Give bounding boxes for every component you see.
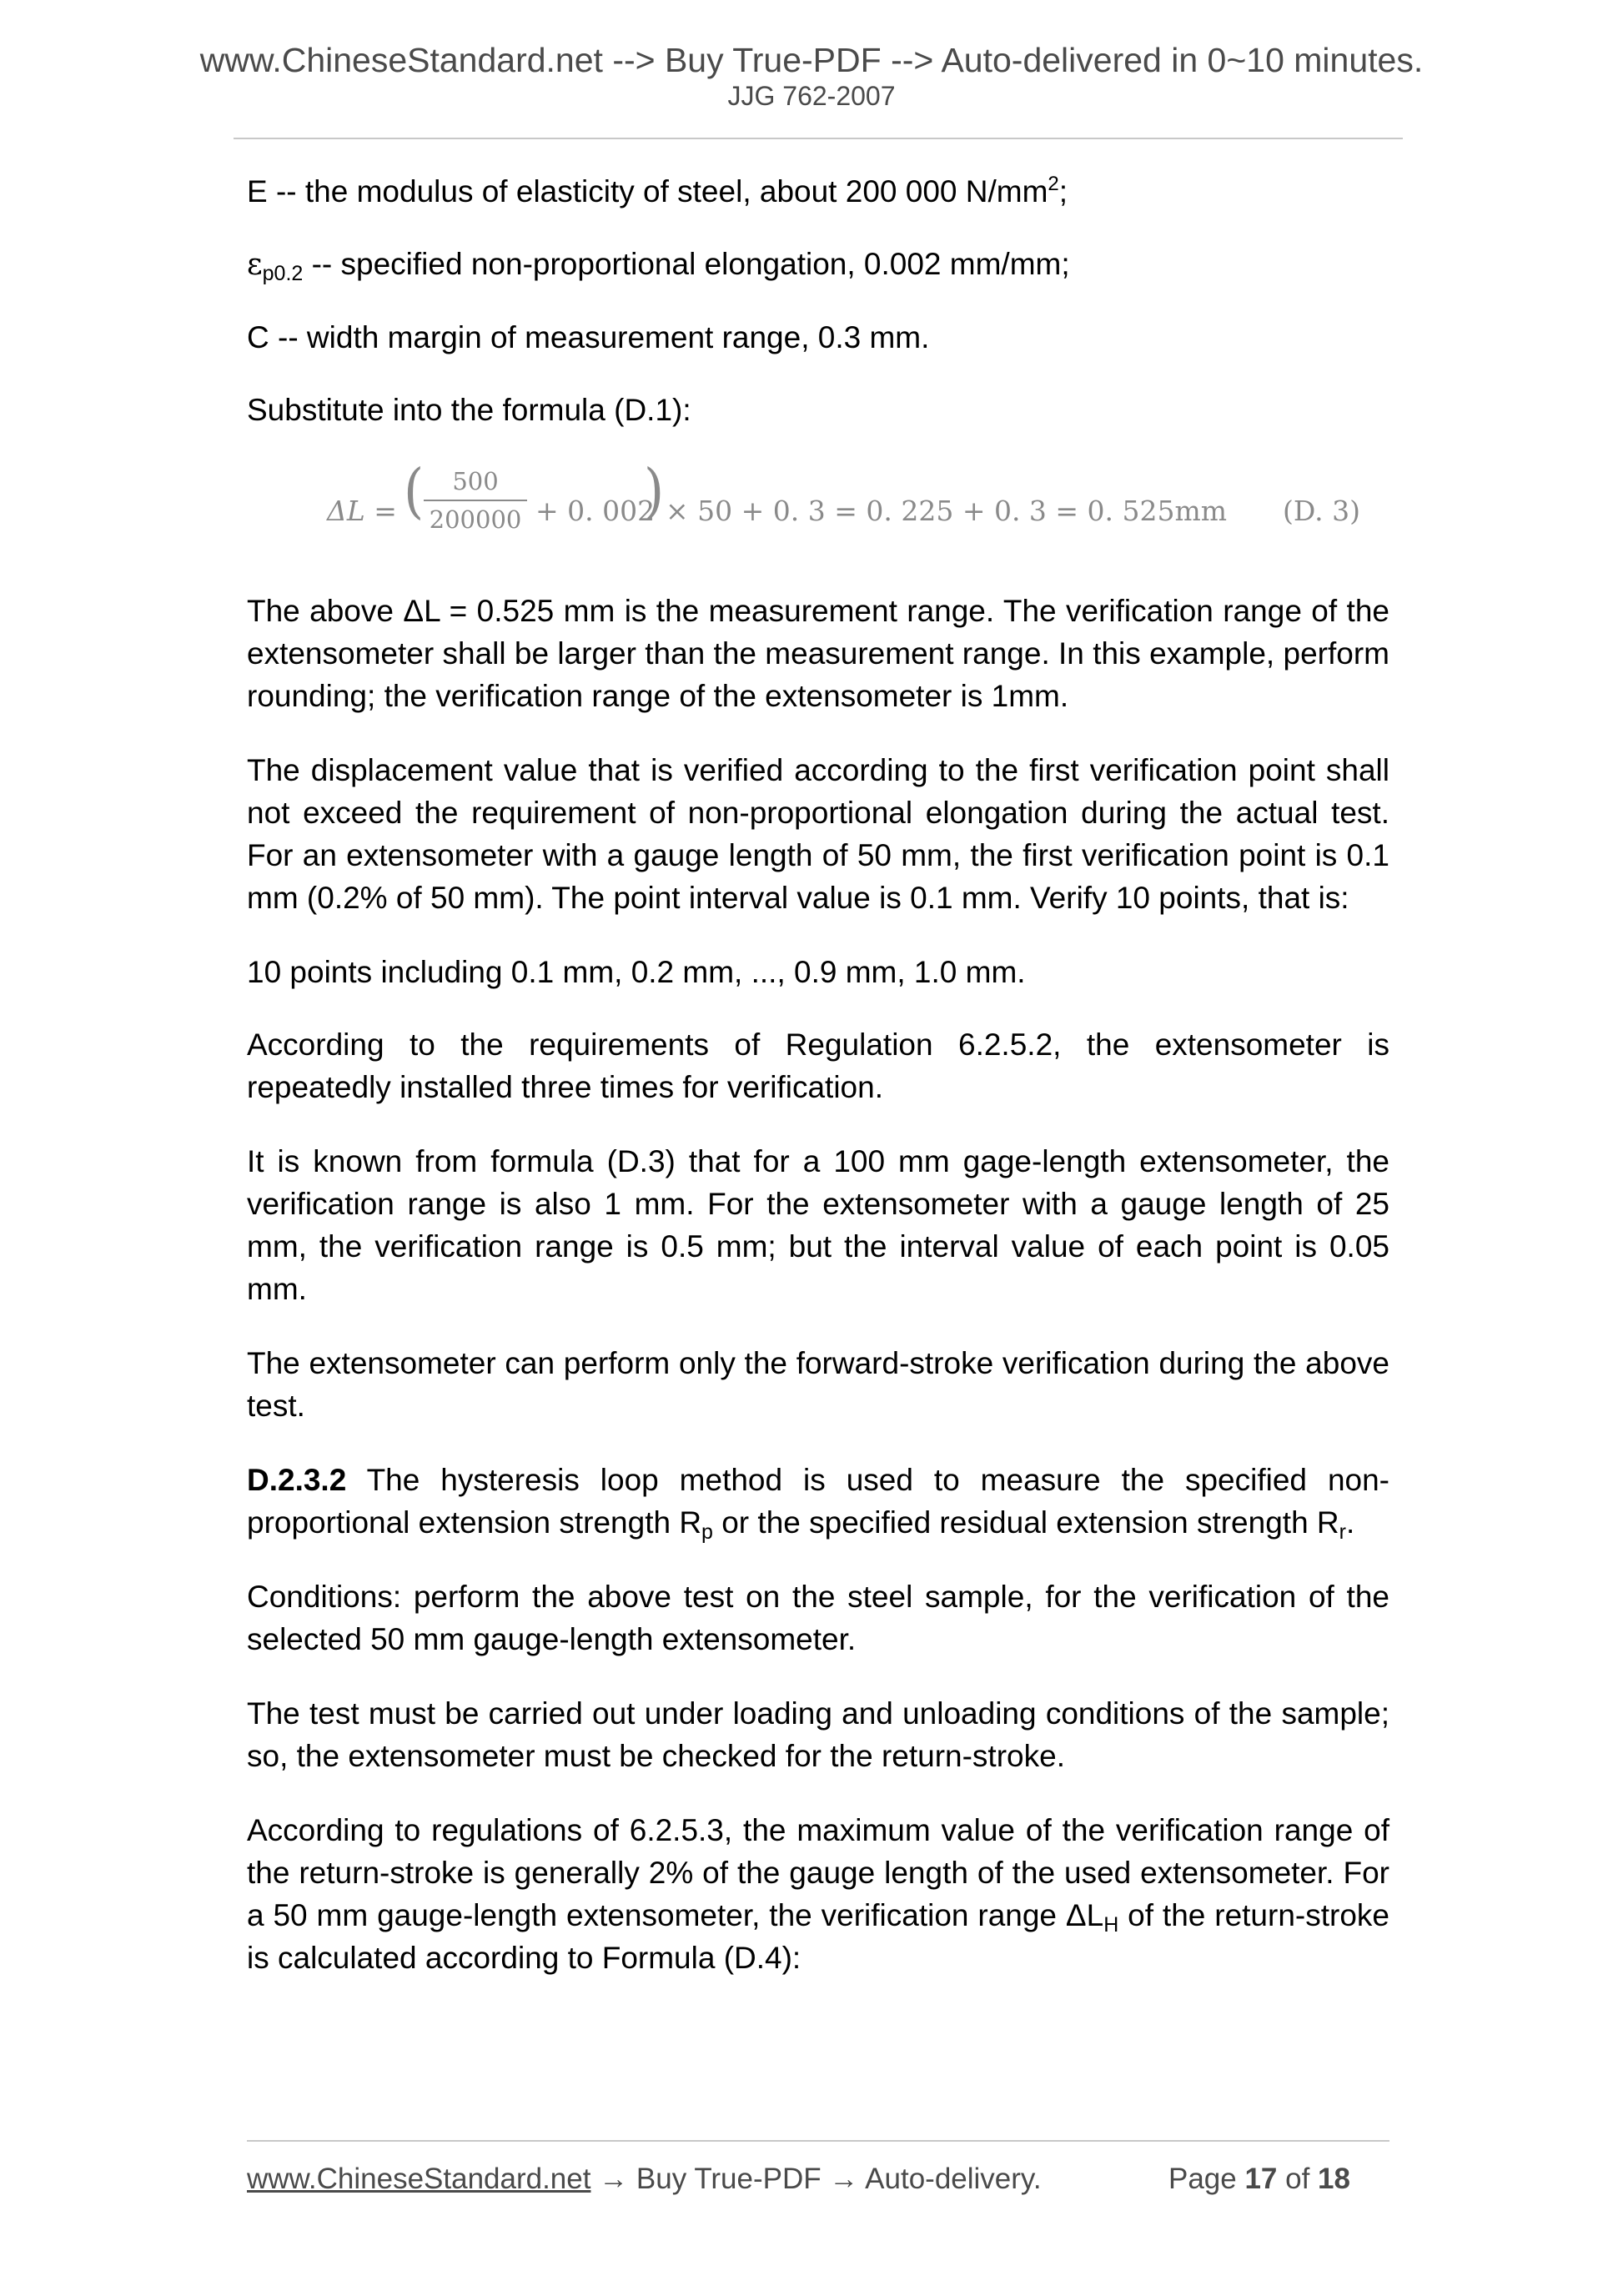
- page-current: 17: [1244, 2163, 1278, 2195]
- paragraph-first-point: The displacement value that is verified according to the first verification point shall not exceed the requirement of non-proportional elongation during the actual test. For an extensometer with a gauge length of 50 mm, the first verification point is 0.1 mm (0.2% of 50 mm). The point interval value is 0.1 mm. Verify 10 points, that is:: [247, 753, 1389, 915]
- formula-right-paren: ): [644, 455, 665, 526]
- formula-d3: [247, 455, 1389, 551]
- page-total: 18: [1318, 2163, 1350, 2195]
- paragraph-forward-stroke: The extensometer can perform only the forward-stroke verification during the above test.: [247, 1346, 1389, 1423]
- paragraph-formula-d3-note: It is known from formula (D.3) that for a 100 mm gage-length extensometer, the verification range is also 1 mm. For the extensometer with a gauge length of 25 mm, the verification range is 0.5 mm; but the interval value of each point is 0.05 mm.: [247, 1144, 1389, 1306]
- footer-tagline: → Buy True-PDF → Auto-delivery.: [590, 2163, 1042, 2195]
- formula-rest: × 50 + 0. 3 = 0. 225 + 0. 3 = 0. 525mm: [666, 495, 1228, 527]
- definition-epsilon: $\varepsilon_{p0.2}$ -- specified non-proportional elongation, 0.002 mm/mm;: [247, 247, 1070, 285]
- header-divider: [234, 138, 1403, 139]
- paragraph-regulation-6252: According to the requirements of Regulation 6.2.5.2, the extensometer is repeatedly installed three times for verification.: [247, 1027, 1389, 1104]
- footer-site-link[interactable]: www.ChineseStandard.net: [247, 2163, 591, 2195]
- clause-d232: D.2.3.2 The hysteresis loop method is used to measure the specified non-proportional extension strength $R_p$ or the specified residual extension strength $R_r$.: [247, 1463, 1389, 1544]
- paragraph-conditions: Conditions: perform the above test on the steel sample, for the verification of the selected 50 mm gauge-length extensometer.: [247, 1580, 1389, 1656]
- footer-left: [247, 2164, 1042, 2193]
- definition-c: C -- width margin of measurement range, 0.3 mm.: [247, 320, 930, 354]
- paragraph-regulation-6253: According to regulations of 6.2.5.3, the maximum value of the verification range of the return-stroke is generally 2% of the gauge length of the used extensometer. For a 50 mm gauge-length extensometer, the verification range $\Delta L_H$ of the return-stroke is calculated according to Formula (D.4):: [247, 1813, 1389, 1975]
- substitute-line: Substitute into the formula (D.1):: [247, 393, 691, 427]
- footer-divider: [247, 2140, 1389, 2142]
- formula-lhs: ΔL =: [327, 495, 397, 527]
- formula-number: (D. 3): [1283, 495, 1361, 527]
- definition-e: E -- the modulus of elasticity of steel, about 200 000 $N/mm^2$;: [247, 173, 1068, 208]
- formula-fraction: 500 200000: [424, 465, 527, 536]
- page-number: Page 17 of 18: [1168, 2163, 1350, 2195]
- clause-number: D.2.3.2: [247, 1463, 347, 1497]
- paragraph-ten-points: 10 points including 0.1 mm, 0.2 mm, ..., 0.9 mm, 1.0 mm.: [247, 955, 1026, 989]
- formula-left-paren: (: [404, 455, 425, 526]
- paragraph-measurement-range: The above ΔL = 0.525 mm is the measurement range. The verification range of the extensometer shall be larger than the measurement range. In this example, perform rounding; the verification range of the extensometer is 1mm.: [247, 594, 1389, 713]
- page-content: [247, 170, 1389, 2011]
- header-banner: www.ChineseStandard.net --> Buy True-PDF --> Auto-delivered in 0~10 minutes.: [199, 41, 1424, 79]
- paragraph-return-stroke: The test must be carried out under loading and unloading conditions of the sample; so, the extensometer must be checked for the return-stroke.: [247, 1696, 1389, 1773]
- formula-middle: + 0. 002: [535, 495, 656, 527]
- standard-code: JJG 762-2007: [727, 81, 896, 111]
